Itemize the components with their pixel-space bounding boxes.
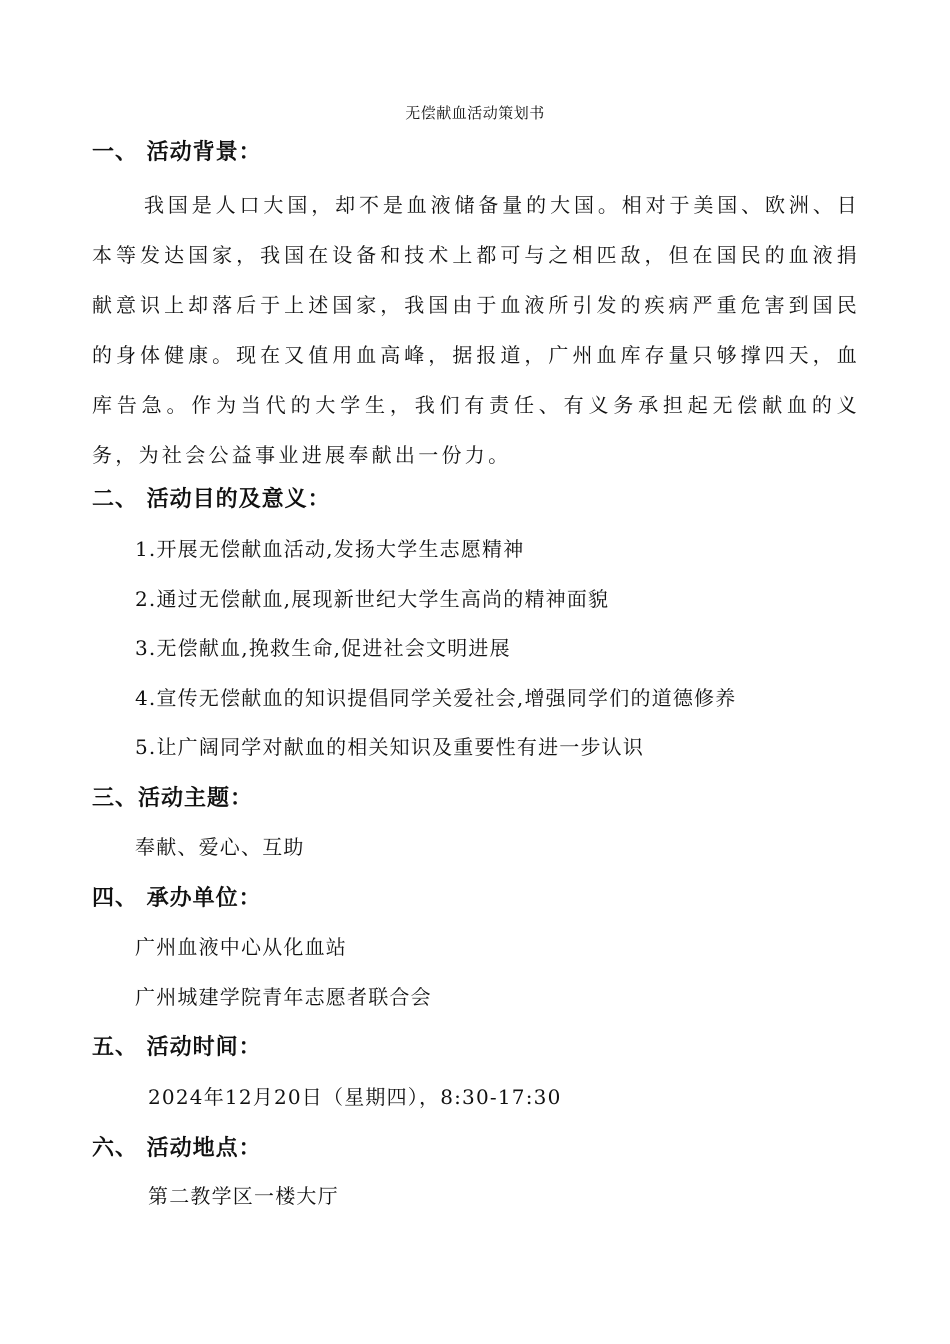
section-heading-location: 六、 活动地点： [92,1136,262,1161]
background-paragraph: 我国是人口大国，却不是血液储备量的大国。相对于美国、欧洲、日本等发达国家，我国在设备和技术上都可与之相匹敌，但在国民的血液捐献意识上却落后于上述国家，我国由于血液所引发的疾病严重危害到国民的身体健康。现在又值用血高峰，据报道，广州血库存量只够撑四天，血库告急。作为当代的大学生，我们有责任、有义务承担起无偿献血的义务，为社会公益事业进展奉献出一份力。 [92,193,860,467]
event-location: 第二教学区一楼大厅 [148,1184,339,1208]
purpose-item: 1.开展无偿献血活动,发扬大学生志愿精神 [135,537,525,561]
event-time: 2024年12月20日（星期四），8:30-17:30 [148,1085,562,1109]
purpose-item: 3.无偿献血,挽救生命,促进社会文明进展 [135,636,511,660]
organizer-item: 广州城建学院青年志愿者联合会 [135,985,432,1009]
document-title: 无偿献血活动策划书 [405,104,545,122]
theme-text: 奉献、爱心、互助 [135,835,305,859]
organizer-item: 广州血液中心从化血站 [135,935,347,959]
section-heading-purpose: 二、 活动目的及意义： [92,487,331,512]
section-heading-time: 五、 活动时间： [92,1035,262,1060]
purpose-item: 4.宣传无偿献血的知识提倡同学关爱社会,增强同学们的道德修养 [135,686,737,710]
section-heading-background: 一、 活动背景： [92,140,262,165]
purpose-item: 2.通过无偿献血,展现新世纪大学生高尚的精神面貌 [135,587,610,611]
section-heading-organizers: 四、 承办单位： [92,886,262,911]
purpose-item: 5.让广阔同学对献血的相关知识及重要性有进一步认识 [135,735,645,759]
section-heading-theme: 三、活动主题： [92,786,254,811]
